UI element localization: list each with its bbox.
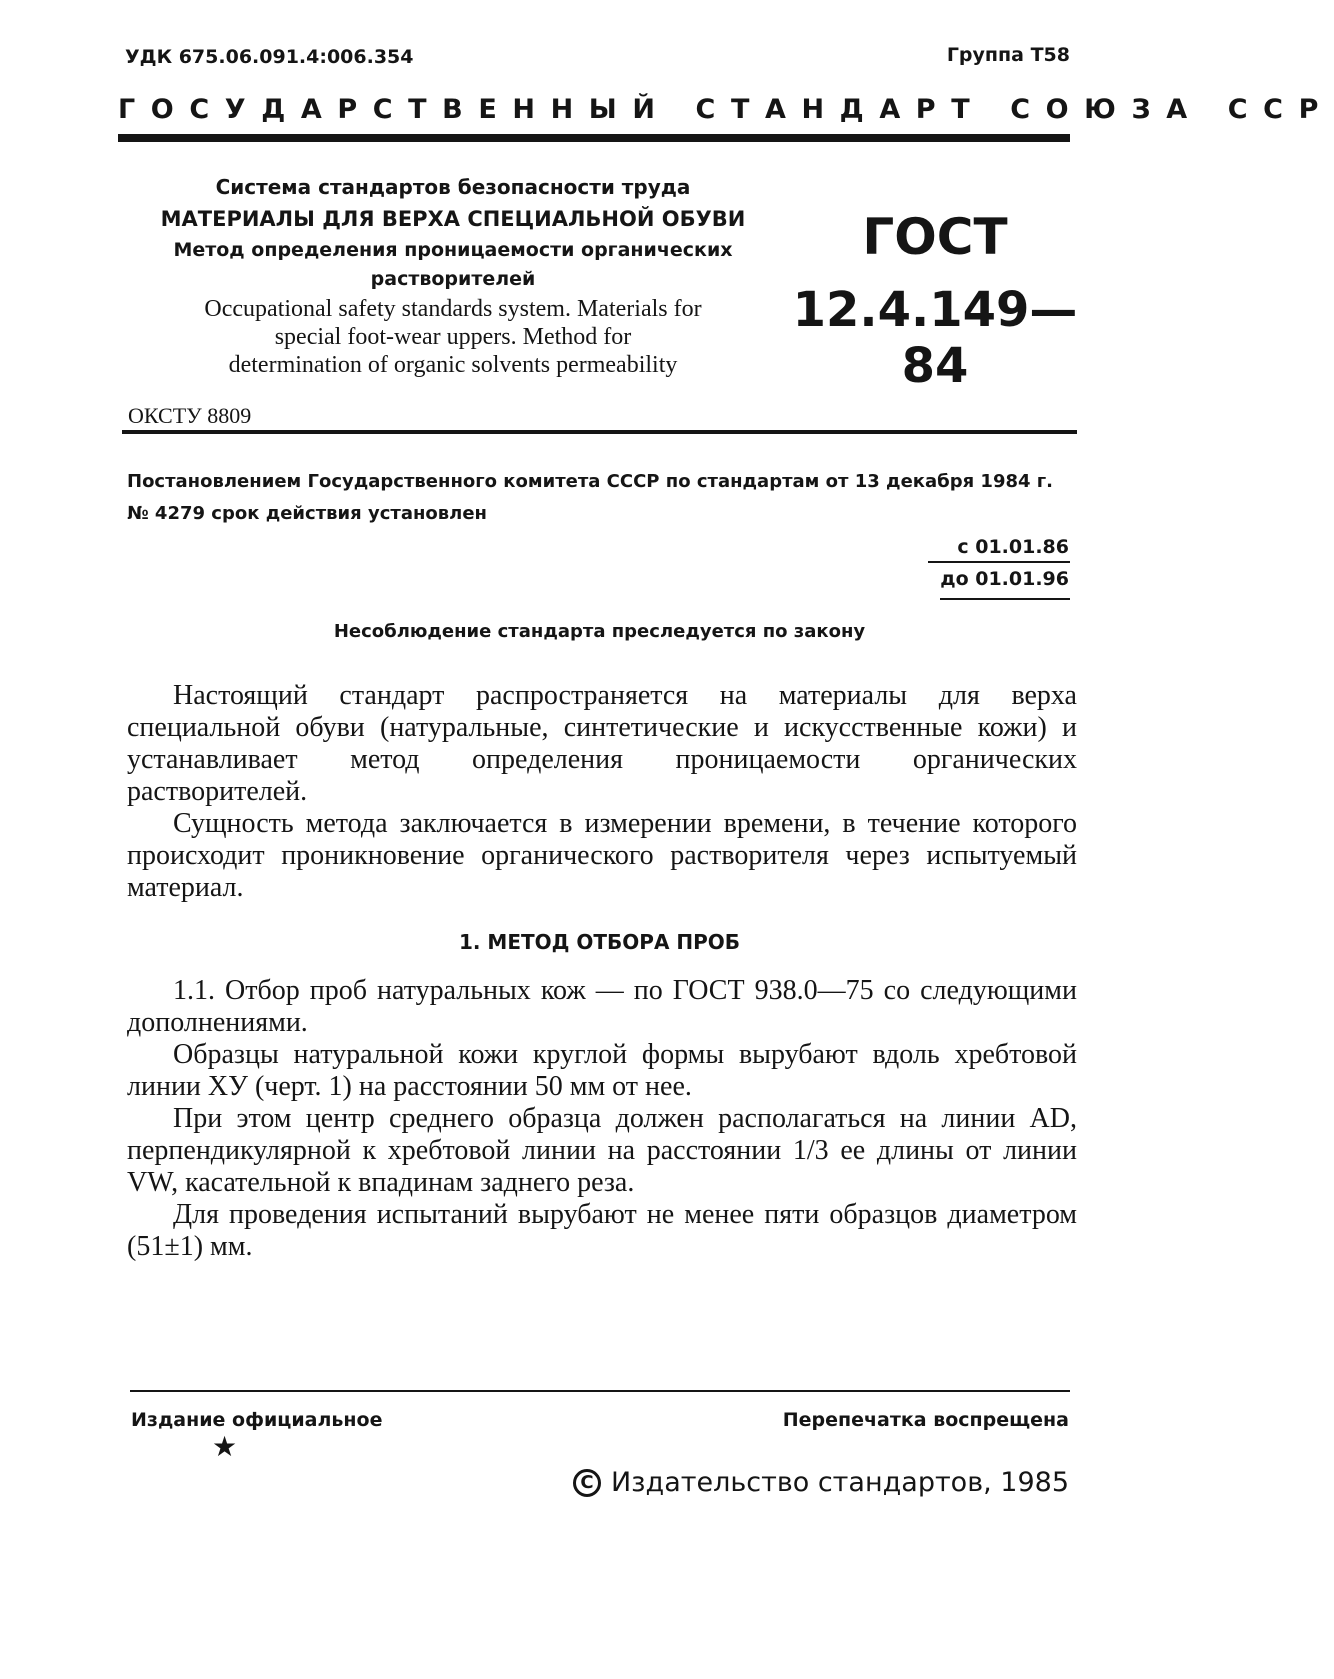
section-paragraph: 1.1. Отбор проб натуральных кож — по ГОСТ 938.0—75 со следующими дополнениями. (127, 975, 1077, 1038)
section-text (127, 975, 1077, 1263)
section-paragraph: При этом центр среднего образца должен располагаться на линии AD, перпендикулярной к хребтовой линии на расстоянии 1/3 ее длины от линии VW, касательной к впадинам заднего реза. (127, 1103, 1077, 1198)
valid-to-rule (940, 598, 1070, 600)
udk-code: УДК 675.06.091.4:006.354 (125, 46, 414, 68)
method-title-line1: Метод определения проницаемости органических (173, 239, 733, 261)
section-heading: 1. МЕТОД ОТБОРА ПРОБ (458, 930, 741, 954)
intro-text (127, 680, 1077, 904)
title-block (148, 172, 758, 378)
publisher-line (573, 1467, 1069, 1498)
oksty-code: ОКСТУ 8809 (128, 403, 252, 428)
main-title: МАТЕРИАЛЫ ДЛЯ ВЕРХА СПЕЦИАЛЬНОЙ ОБУВИ (160, 207, 746, 231)
intro-paragraph: Настоящий стандарт распространяется на материалы для верха специальной обуви (натуральные, синтетические и искусственные кожи) и устанавливает метод определения проницаемости органических растворителей. (127, 680, 1077, 807)
decree-text: Постановлением Государственного комитета СССР по стандартам от 13 декабря 1984 г. № 4279 срок действия установлен (127, 471, 1054, 524)
valid-from-rule (928, 561, 1070, 563)
valid-to: до 01.01.96 (940, 568, 1069, 590)
publisher-name: Издательство стандартов, 1985 (610, 1467, 1069, 1498)
legal-warning: Несоблюдение стандарта преследуется по закону (333, 621, 866, 642)
copyright-icon: C (573, 1469, 601, 1497)
header-rule (118, 134, 1070, 142)
english-title-line1: Occupational safety standards system. Materials for (204, 296, 702, 322)
title-rule (122, 430, 1077, 434)
intro-paragraph: Сущность метода заключается в измерении времени, в течение которого происходит проникновение органического растворителя через испытуемый материал. (127, 808, 1077, 903)
gost-label: ГОСТ (862, 208, 1008, 266)
section-paragraph: Образцы натуральной кожи круглой формы вырубают вдоль хребтовой линии ХУ (черт. 1) на расстоянии 50 мм от нее. (127, 1039, 1077, 1102)
official-edition: Издание официальное (131, 1409, 383, 1431)
section-paragraph: Для проведения испытаний вырубают не менее пяти образцов диаметром (51±1) мм. (127, 1199, 1077, 1262)
star-icon: ★ (212, 1432, 238, 1463)
english-title-line3: determination of organic solvents permeability (228, 352, 678, 378)
footer-rule (130, 1390, 1070, 1392)
gost-number: 12.4.149—84 (792, 282, 1078, 394)
method-title-line2: растворителей (370, 268, 536, 290)
english-title-line2: special foot-wear uppers. Method for (274, 324, 632, 350)
group-code: Группа Т58 (946, 44, 1070, 66)
valid-from: с 01.01.86 (957, 536, 1069, 558)
system-title: Система стандартов безопасности труда (215, 175, 691, 199)
reprint-prohibited: Перепечатка воспрещена (782, 1409, 1069, 1431)
state-standard-banner: ГОСУДАРСТВЕННЫЙ СТАНДАРТ СОЮЗА ССР (118, 94, 1334, 125)
